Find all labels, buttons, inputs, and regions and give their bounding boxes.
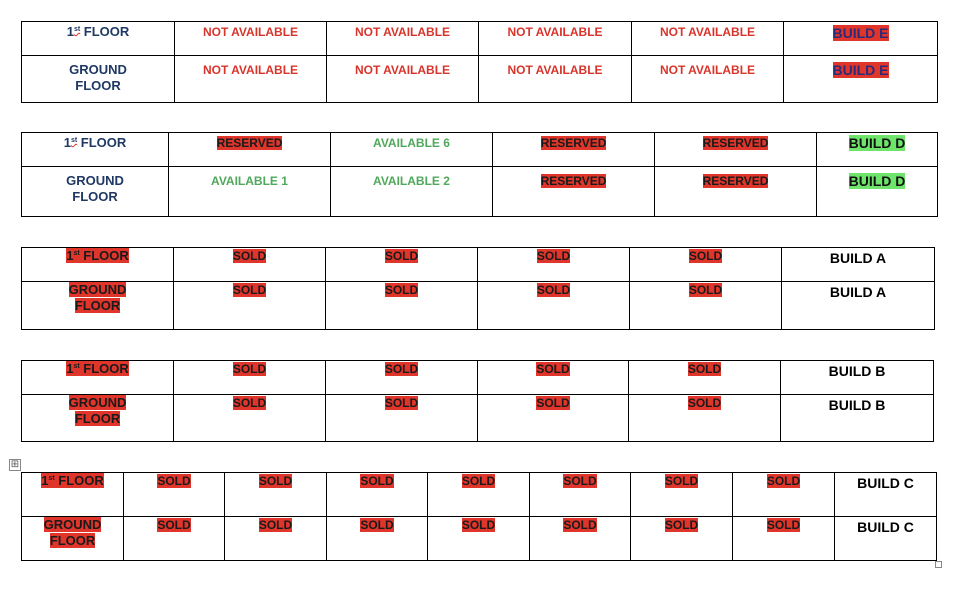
floor-label-text: 1st FLOOR xyxy=(63,135,127,150)
floor-label-text: 1st FLOOR xyxy=(41,473,104,488)
floor-label-ground: GROUND FLOOR xyxy=(22,56,175,103)
floor-label-first xyxy=(22,22,175,56)
unit-status[interactable]: SOLD xyxy=(629,395,781,442)
unit-status[interactable]: SOLD xyxy=(631,473,733,517)
unit-status[interactable]: RESERVED xyxy=(169,133,331,167)
table-build-c xyxy=(21,472,937,561)
unit-status[interactable]: SOLD xyxy=(225,473,327,517)
resize-handle-icon[interactable] xyxy=(935,561,942,568)
unit-status[interactable]: AVAILABLE 2 xyxy=(331,167,493,217)
unit-status[interactable]: SOLD xyxy=(428,517,530,561)
floor-label-text: 1st FLOOR xyxy=(66,24,130,39)
unit-status[interactable]: SOLD xyxy=(326,282,478,330)
building-label: BUILD A xyxy=(782,248,935,282)
unit-status[interactable]: SOLD xyxy=(124,517,225,561)
floor-label-first xyxy=(22,133,169,167)
unit-status[interactable]: SOLD xyxy=(478,361,629,395)
floor-label-ground: GROUND FLOOR xyxy=(22,282,174,330)
floor-label-text: 1st FLOOR xyxy=(66,361,129,376)
unit-status[interactable]: NOT AVAILABLE xyxy=(479,22,632,56)
table-build-e xyxy=(21,21,938,103)
unit-status[interactable]: SOLD xyxy=(327,517,428,561)
table-build-a xyxy=(21,247,935,330)
unit-status[interactable]: SOLD xyxy=(478,395,629,442)
unit-status[interactable]: NOT AVAILABLE xyxy=(327,56,479,103)
unit-status[interactable]: SOLD xyxy=(326,395,478,442)
unit-status[interactable]: SOLD xyxy=(629,361,781,395)
building-label: BUILD E xyxy=(784,56,938,103)
move-handle-icon[interactable]: ⊞ xyxy=(10,459,20,470)
unit-status[interactable]: SOLD xyxy=(530,517,631,561)
table-build-b xyxy=(21,360,934,442)
building-label: BUILD D xyxy=(817,133,938,167)
unit-status[interactable]: SOLD xyxy=(733,517,835,561)
unit-status[interactable]: NOT AVAILABLE xyxy=(175,22,327,56)
unit-status[interactable]: NOT AVAILABLE xyxy=(175,56,327,103)
floor-label-ground: GROUND FLOOR xyxy=(22,517,124,561)
unit-status[interactable]: SOLD xyxy=(174,395,326,442)
floor-label-first xyxy=(22,361,174,395)
building-label: BUILD A xyxy=(782,282,935,330)
unit-status[interactable]: SOLD xyxy=(326,248,478,282)
unit-status[interactable]: SOLD xyxy=(124,473,225,517)
unit-status[interactable]: SOLD xyxy=(478,282,630,330)
unit-status[interactable]: SOLD xyxy=(630,248,782,282)
floor-label-ground: GROUND FLOOR xyxy=(22,395,174,442)
unit-status[interactable]: SOLD xyxy=(631,517,733,561)
unit-status[interactable]: SOLD xyxy=(225,517,327,561)
floor-label-text: 1st FLOOR xyxy=(66,248,129,263)
unit-status[interactable]: RESERVED xyxy=(493,167,655,217)
unit-status[interactable]: SOLD xyxy=(174,282,326,330)
building-label: BUILD C xyxy=(835,517,937,561)
building-label: BUILD D xyxy=(817,167,938,217)
unit-status[interactable]: SOLD xyxy=(733,473,835,517)
unit-status[interactable]: RESERVED xyxy=(493,133,655,167)
unit-status[interactable]: NOT AVAILABLE xyxy=(327,22,479,56)
unit-status[interactable]: SOLD xyxy=(326,361,478,395)
unit-status[interactable]: SOLD xyxy=(327,473,428,517)
unit-status[interactable]: AVAILABLE 6 xyxy=(331,133,493,167)
unit-status[interactable]: NOT AVAILABLE xyxy=(632,56,784,103)
unit-status[interactable]: AVAILABLE 1 xyxy=(169,167,331,217)
unit-status[interactable]: SOLD xyxy=(174,248,326,282)
floor-label-first xyxy=(22,248,174,282)
floor-label-ground: GROUND FLOOR xyxy=(22,167,169,217)
unit-status[interactable]: SOLD xyxy=(478,248,630,282)
unit-status[interactable]: NOT AVAILABLE xyxy=(632,22,784,56)
unit-status[interactable]: RESERVED xyxy=(655,167,817,217)
building-label: BUILD C xyxy=(835,473,937,517)
building-label: BUILD E xyxy=(784,22,938,56)
unit-status[interactable]: SOLD xyxy=(428,473,530,517)
unit-status[interactable]: RESERVED xyxy=(655,133,817,167)
unit-status[interactable]: SOLD xyxy=(174,361,326,395)
unit-status[interactable]: SOLD xyxy=(530,473,631,517)
floor-label-first xyxy=(22,473,124,517)
unit-status[interactable]: SOLD xyxy=(630,282,782,330)
building-label: BUILD B xyxy=(781,361,934,395)
unit-status[interactable]: NOT AVAILABLE xyxy=(479,56,632,103)
table-build-d xyxy=(21,132,938,217)
building-label: BUILD B xyxy=(781,395,934,442)
